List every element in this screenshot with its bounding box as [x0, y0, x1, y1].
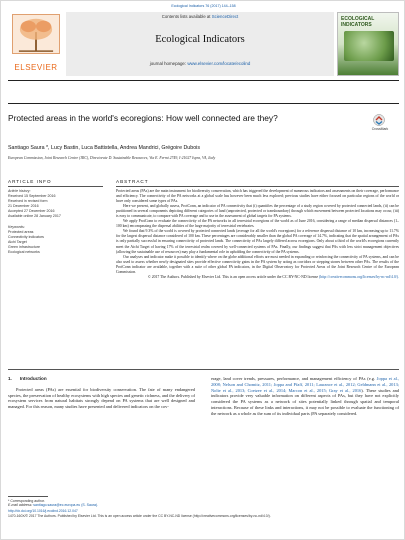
footnote-rule: [8, 496, 48, 497]
crossmark-icon: [373, 114, 385, 126]
abstract-paragraph: We apply ProtConn to evaluate the connectivity of the PA networks in all terrestrial ecoregions of the world as of June 2016, considering a range of median dispersal distances (1–100 km) encompassing the dispersal abilities of the large majority of terrestrial vertebrates.: [116, 219, 399, 229]
intro-text-part: erage, land cover trends, pressures, performance, and management efficiency of PAs (e.g.: [211, 376, 377, 381]
article-title: Protected areas in the world's ecoregions: How well connected are they?: [8, 113, 278, 123]
journal-header: [8, 12, 399, 76]
sciencedirect-link[interactable]: ScienceDirect: [211, 14, 239, 19]
copyright-text: © 2017 The Authors. Published by Elsevier Ltd. This is an open access article under the CC BY-NC-ND license: [147, 274, 319, 279]
email-link[interactable]: santiago.saura@ec.europa.eu (S. Saura).: [33, 503, 99, 508]
crossmark-badge[interactable]: [363, 114, 397, 136]
cover-title: ECOLOGICAL INDICATORS: [341, 16, 375, 28]
abstract-body: [116, 189, 399, 280]
article-info: [8, 189, 103, 255]
article-info-heading: ARTICLE INFO: [8, 179, 52, 184]
contents-prefix: Contents lists available at: [161, 14, 212, 19]
body-column-right: [211, 376, 399, 416]
homepage-prefix: journal homepage:: [149, 61, 188, 66]
abstract-heading: ABSTRACT: [116, 179, 149, 184]
keyword: Green infrastructure: [8, 244, 40, 249]
journal-cover[interactable]: [337, 12, 399, 76]
keyword: Connectivity indicators: [8, 234, 44, 239]
history-item: Received in revised form: [8, 199, 48, 204]
abstract-paragraph: We found that 9.3% of the world is covered by protected connected lands (average for all the world's ecoregions) for a reference dispersal distance of 10 km, increasing up to 11.7% for the largest dispersal distance considered of 100 km. These percentages are considerably smaller than the global PA coverage of 14.7%, indicating that the spatial arrangement of PAs is only partially successful in ensuring connectivity of protected lands. The connectivity of PAs largely differed across ecoregions. Only about a third of the world's ecoregions currently meet the Aichi Target of having 17% of the terrestrial realm covered by well-connected systems of PAs. Finally, our findings suggest that PAs with less strict management objectives (allowing the sustainable use of resources) may play a fundamental role in upholding the connectivity of the PA systems.: [116, 229, 399, 254]
journal-banner: [66, 12, 334, 76]
contents-line: [66, 14, 334, 19]
intro-text-part: ). These studies and indicators provide very valuable information on different aspects of PAs, but they have not explicitly considered the PA systems as a network of sites potentially linked through spatial and temporal interactions. Because of these links and interactions, it may not be possible to evaluate the functioning of the network as a whole as the sum of its individual parts (PA separately considered.: [211, 387, 399, 416]
body-column-left: [8, 376, 195, 410]
history-item: Received 15 September 2016: [8, 194, 56, 199]
keyword: Ecological networks: [8, 250, 40, 255]
abstract-end-rule: [8, 369, 399, 370]
history-item: Accepted 27 December 2016: [8, 209, 55, 214]
elsevier-tree-icon: [12, 14, 60, 54]
journal-homepage: [66, 61, 334, 66]
journal-citation[interactable]: Ecological Indicators 76 (2017) 144–158: [171, 4, 236, 8]
abstract-copyright: [116, 275, 399, 280]
author-list: Santiago Saura *, Lucy Bastin, Luca Battistella, Andrea Mandrici, Grégoire Dubois: [8, 145, 200, 151]
homepage-link[interactable]: www.elsevier.com/locate/ecolind: [187, 61, 251, 66]
keyword: Aichi Target: [8, 239, 27, 244]
header-rule-bottom: [8, 103, 399, 104]
email-line: [8, 503, 188, 508]
header-rule-top: [8, 80, 399, 81]
abstract-rule: [116, 186, 399, 187]
section-title: Introduction: [19, 376, 47, 381]
intro-paragraph-right: [211, 376, 399, 416]
article-info-rule: [8, 186, 103, 187]
history-label: Article history:: [8, 189, 31, 193]
section-number: 1.: [8, 376, 12, 381]
keywords-label: Keywords:: [8, 224, 25, 229]
elsevier-wordmark: ELSEVIER: [14, 63, 58, 72]
history-item: Available online 28 January 2017: [8, 214, 61, 219]
elsevier-logo[interactable]: [8, 12, 64, 76]
license-link[interactable]: (http://creativecommons.org/licenses/by-nc-nd/4.0/).: [319, 274, 399, 279]
section-heading-introduction: [8, 376, 195, 382]
author-affiliation: European Commission, Joint Research Centre (JRC), Directorate D. Sustainable Resources, Via E. Fermi 2749, I-21027 Ispra, VA, Italy: [8, 156, 216, 160]
citation-links[interactable]: Joppa et al., 2008; Nelson and Chomitz, 2011; Joppa and Pfaff, 2011; Laurance et al., 2012; Geldmann et al., 2013; Nolte et al., 2013; Coetzee et al., 2014; Marcon et al., 2015; Gray et al., 2016: [211, 376, 399, 393]
history-item: 21 December 2016: [8, 204, 39, 209]
license-statement: 1470-160X/© 2017 The Authors. Published by Elsevier Ltd. This is an open access article under the CC BY-NC-ND license (http://creativecommons.org/licenses/by-nc-nd/4.0/).: [8, 513, 271, 518]
intro-paragraph-left: Protected areas (PAs) are essential for biodiversity conservation. The fate of many endangered species, the preservation of healthy ecosystems with high species and genetic richness, and the delivery of ecosystem services from natural habitats strongly depend on PA systems that are well designed and managed. For this reason, many studies have presented and delivered indicators on the cov-: [8, 386, 195, 409]
doi-link[interactable]: http://dx.doi.org/10.1016/j.ecolind.2016.12.047: [8, 509, 78, 513]
corresponding-author-note: * Corresponding author.: [8, 498, 45, 503]
abstract-paragraph: Our analyses and indicator make it possible to identify where on the globe additional efforts are most needed in expanding or reinforcing the connectivity of PA systems, and can be also used to assess whether newly designated sites provide effective connectivity gains in the PA system by acting as corridors or stepping stones between other PAs. The results of the ProtConn indicator are available, together with a suite of other global PA indicators, in the Digital Observatory for Protected Areas of the Joint Research Centre of the European Commission.: [116, 254, 399, 274]
email-label: E-mail address:: [8, 503, 34, 508]
tree-graphic: [13, 15, 59, 53]
article-footer: [8, 509, 399, 518]
crossmark-label: CrossMark: [371, 127, 389, 131]
journal-title[interactable]: Ecological Indicators: [155, 34, 245, 45]
cover-image: [344, 31, 394, 61]
abstract-paragraph: Here we present, and globally assess, ProtConn, an indicator of PA connectivity that (i) quantifies the percentage of a study region covered by protected connected lands, (ii) can be partitioned in several components depicting different categories of land (unprotected, protected or transboundary) through which movement between protected locations may occur, (iii) is easy to communicate, to compare with PA coverage and to use in the assessment of global targets for PA systems.: [116, 204, 399, 219]
abstract-paragraph: Protected areas (PAs) are the main instrument for biodiversity conservation, which has triggered the development of numerous indicators and assessments on their coverage, performance and efficiency. The connectivity of the PA networks at a global scale has however been much less explored; previous studies have either focused on particular regions of the world or have only considered some types of PAs.: [116, 189, 399, 204]
keyword: Protected areas: [8, 229, 34, 234]
footnote: [8, 496, 188, 508]
